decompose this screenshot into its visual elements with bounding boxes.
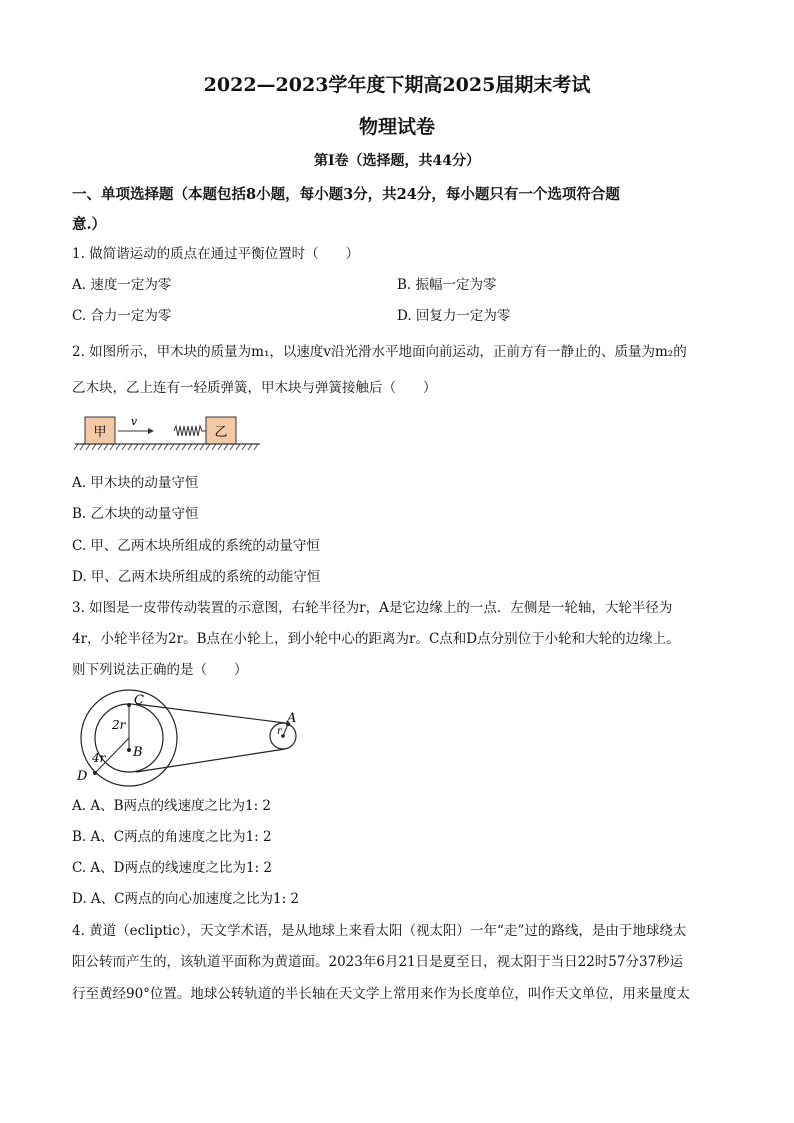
q3-stem-line2: 4r，小轮半径为2r。B点在小轮上，到小轮中心的距离为r。C点和D点分别位于小轮和大轮的边缘上。 [72, 631, 680, 647]
part-title: 第I卷（选择题，共44分） [313, 153, 481, 169]
q2-option-d: D. 甲、乙两木块所组成的系统的动能守恒 [72, 569, 321, 585]
point-d [93, 771, 97, 775]
q2-option-c: C. 甲、乙两木块所组成的系统的动量守恒 [72, 538, 320, 554]
q3-option-a: A. A、B两点的线速度之比为1: 2 [72, 798, 272, 814]
q1-option-a: A. 速度一定为零 [72, 277, 172, 293]
exam-title: 2022—2023学年度下期高2025届期末考试 [203, 74, 591, 96]
label-b: B [133, 745, 143, 760]
label-2r: 2r [112, 718, 126, 732]
q3-belt-figure [72, 688, 312, 788]
q3-option-d: D. A、C两点的向心加速度之比为1: 2 [72, 891, 300, 907]
subject-title: 物理试卷 [358, 116, 435, 138]
q3-option-b: B. A、C两点的角速度之比为1: 2 [72, 829, 272, 845]
belt-bottom [136, 749, 285, 772]
q3-stem-line3: 则下列说法正确的是（ ） [72, 662, 248, 678]
label-c: C [134, 693, 144, 708]
section-heading-line2: 意.） [72, 216, 107, 233]
velocity-label: v [130, 415, 138, 428]
label-a: A [287, 711, 297, 726]
velocity-arrowhead [148, 428, 154, 434]
q1-option-b: B. 振幅一定为零 [397, 277, 497, 293]
label-4r: 4r [92, 751, 106, 765]
section-heading-line1: 一、单项选择题（本题包括8小题，每小题3分，共24分，每小题只有一个选项符合题 [72, 186, 620, 203]
q2-option-b: B. 乙木块的动量守恒 [72, 506, 199, 522]
q3-stem-line1: 3. 如图是一皮带传动装置的示意图，右轮半径为r，A是它边缘上的一点．左侧是一轮轴，大轮半径为 [72, 600, 673, 616]
block-jia-label: 甲 [93, 425, 107, 440]
q4-line1: 4. 黄道（ecliptic），天文学术语，是从地球上来看太阳（视太阳）一年“走”过的路线，是由于地球绕太 [72, 923, 687, 939]
point-b [127, 748, 131, 752]
spring [174, 426, 206, 436]
label-d: D [77, 769, 88, 784]
q2-option-a: A. 甲木块的动量守恒 [72, 475, 199, 491]
q2-stem-line2: 乙木块，乙上连有一轻质弹簧，甲木块与弹簧接触后（ ） [72, 380, 437, 396]
label-r: r [277, 726, 282, 737]
q1-option-c: C. 合力一定为零 [72, 308, 172, 324]
q4-line3: 行至黄经90°位置。地球公转轨道的半长轴在天文学上常用来作为长度单位，叫作天文单位，用来量度太 [72, 986, 690, 1002]
q1-stem: 1. 做简谐运动的质点在通过平衡位置时（ ） [72, 246, 360, 262]
q3-option-c: C. A、D两点的线速度之比为1: 2 [72, 860, 273, 876]
q2-stem-line1: 2. 如图所示，甲木块的质量为m₁，以速度v沿光滑水平地面向前运动，正前方有一静止的、质量为m₂的 [72, 344, 687, 360]
ground-hatching [74, 444, 258, 450]
q1-option-d: D. 回复力一定为零 [397, 308, 511, 324]
point-c [127, 703, 131, 707]
q2-blocks-figure [70, 410, 270, 458]
q4-line2: 阳公转而产生的，该轨道平面称为黄道面。2023年6月21日是夏至日，视太阳于当日22时57分37秒运 [72, 954, 684, 970]
block-yi-label: 乙 [214, 425, 228, 440]
